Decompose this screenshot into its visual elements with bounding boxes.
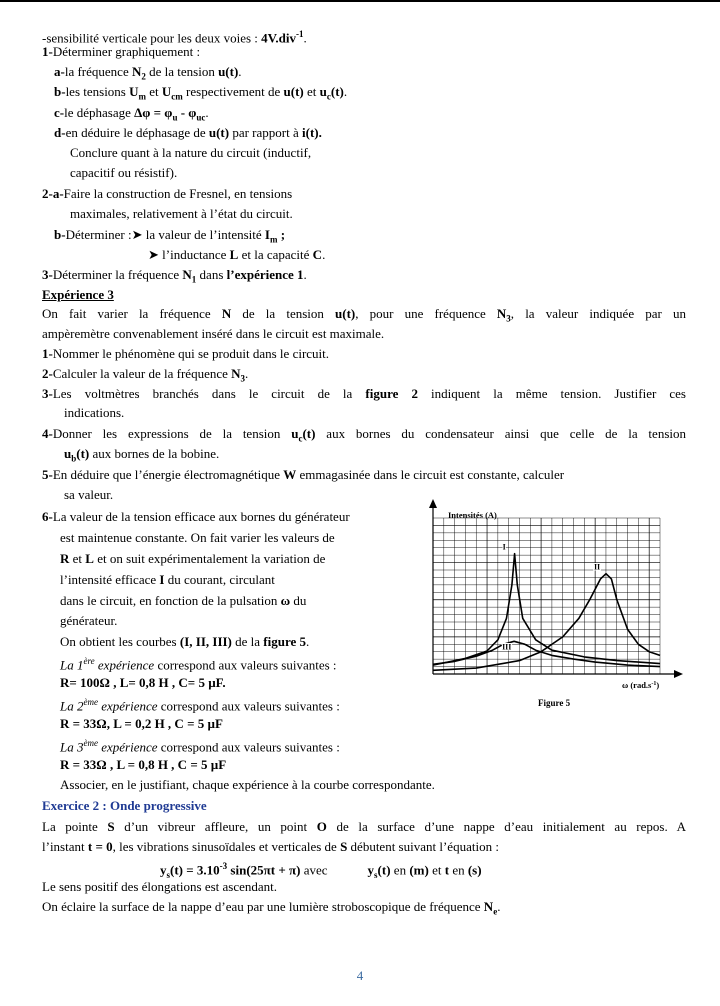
text-line: 5-En déduire que l’énergie électromagnétique W emmagasinée dans le circuit est constante, calculer (42, 467, 565, 482)
text-line: R = 33Ω, L = 0,2 H , C = 5 µF (60, 716, 223, 731)
text-line: 6-La valeur de la tension efficace aux bornes du générateur (42, 509, 350, 524)
y-axis-arrow (429, 499, 437, 508)
text-line: $u_b(t)$ aux bornes de la bobine. (64, 446, 220, 464)
text-line: d-en déduire le déphasage de u(t) par rapport à i(t). (54, 125, 322, 140)
text-line: Associer, en le justifiant, chaque expérience à la courbe correspondante. (60, 777, 435, 792)
text-line: indications. (64, 405, 125, 420)
curve-label-iii: III (502, 642, 512, 652)
equation-line: $y_s(t) = 3.10^{-3}$ sin(25πt + π) avec $y_s(t)$ en (m) et t en (s) (160, 861, 482, 880)
text-line: 3-Déterminer la fréquence $N_1$ dans l’expérience 1. (42, 267, 307, 285)
text-line: dans le circuit, en fonction de la pulsation ω du (60, 593, 307, 608)
curve-label-ii: II (593, 562, 601, 572)
text-line: Le sens positif des élongations est ascendant. (42, 879, 278, 894)
text-line: générateur. (60, 613, 118, 628)
text-line: 1-Nommer le phénomène qui se produit dans le circuit. (42, 346, 330, 361)
figure-caption: Figure 5 (538, 698, 571, 708)
chart-series-labels (502, 543, 600, 652)
text-line: ampèremètre convenablement inséré dans le circuit est maximale. (42, 326, 385, 341)
text-line: La 2ème expérience correspond aux valeurs suivantes : (60, 697, 340, 714)
top-rule (0, 0, 720, 2)
section-heading: Expérience 3 (42, 287, 114, 302)
text-line: 1-Déterminer graphiquement : (42, 44, 201, 59)
page-number: 4 (356, 968, 364, 983)
text-line: ➤ l’inductance L et la capacité C. (148, 247, 326, 262)
text-line: La 3ème expérience correspond aux valeurs suivantes : (60, 738, 340, 755)
text-line: capacitif ou résistif). (70, 165, 178, 180)
text-line: -sensibilité verticale pour les deux voies : 4V.div$^{-1}$. (42, 29, 307, 46)
exercise-heading: Exercice 2 : Onde progressive (42, 798, 207, 813)
text-line: 2-a-Faire la construction de Fresnel, en tensions (42, 186, 293, 201)
text-line: R et L et on suit expérimentalement la variation de (60, 551, 326, 566)
text-line: 4-Donner les expressions de la tension $u_c(t)$ aux bornes du condensateur ainsi que celle de la tension (42, 426, 686, 444)
text-line: c-le déphasage $\Delta\varphi = \varphi_u - \varphi_{uc}$. (54, 105, 209, 123)
text-line: a-la fréquence $N_2$ de la tension u(t). (54, 64, 242, 82)
text-line: maximales, relativement à l’état du circuit. (70, 206, 293, 221)
chart-grid (433, 518, 660, 674)
x-axis-label: ω $(rad.s^{-1})$ (622, 680, 660, 690)
text-line: On éclaire la surface de la nappe d’eau par une lumière stroboscopique de fréquence $N_e$. (42, 899, 501, 917)
x-axis-arrow (674, 670, 683, 678)
text-line: Conclure quant à la nature du circuit (inductif, (70, 145, 312, 160)
text-line: l’instant t = 0, les vibrations sinusoïdales et verticales de S débutent suivant l’équation : (42, 839, 499, 854)
text-line: La 1ère expérience correspond aux valeurs suivantes : (60, 656, 337, 673)
text-line: R= 100Ω , L= 0,8 H , C= 5 µF. (60, 675, 226, 690)
text-line: b-Déterminer :➤ la valeur de l’intensité $I_m$ ; (54, 227, 286, 245)
text-line: b-les tensions $U_m$ et $U_{cm}$ respectivement de u(t) et $u_c(t)$. (54, 84, 348, 102)
text-line: La pointe S d’un vibreur affleure, un point O de la surface d’une nappe d’eau initialement au repos. A (42, 819, 686, 834)
text-line: On fait varier la fréquence N de la tension u(t), pour une fréquence $N_3$, la valeur indiquée par un (42, 306, 686, 324)
y-axis-label: Intensités (A) (448, 510, 497, 520)
text-line: est maintenue constante. On fait varier les valeurs de (60, 530, 335, 545)
chart-curves (433, 554, 660, 671)
text-line: On obtient les courbes (I, II, III) de la figure 5. (60, 634, 310, 649)
text-line: sa valeur. (64, 487, 114, 502)
text-line: 2-Calculer la valeur de la fréquence $N_3$. (42, 366, 249, 384)
text-line: 3-Les voltmètres branchés dans le circuit de la figure 2 indiquent la même tension. Justifier ces (42, 386, 686, 401)
text-line: R = 33Ω , L = 0,8 H , C = 5 µF (60, 757, 227, 772)
curve-iii (433, 641, 660, 666)
curve-label-i: I (502, 542, 506, 552)
figure-5-chart (400, 496, 690, 710)
text-line: l’intensité efficace I du courant, circulant (60, 572, 275, 587)
